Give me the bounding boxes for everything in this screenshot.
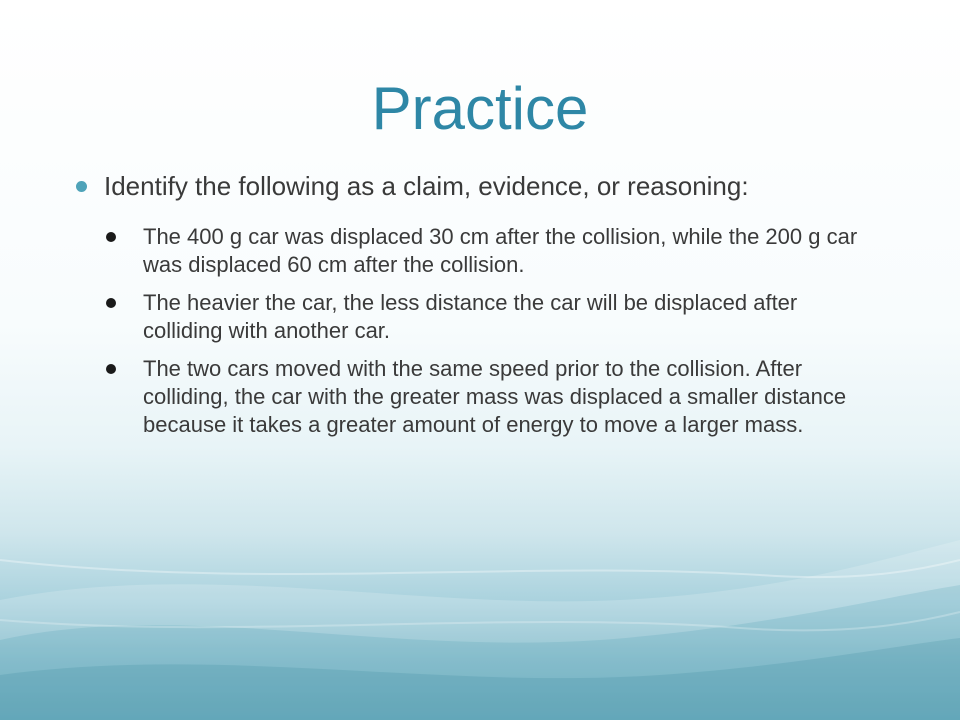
sub-bullet-dot-icon: [106, 298, 116, 308]
bullet-text: Identify the following as a claim, evidence, or reasoning:: [104, 171, 749, 201]
sub-bullet-text: The 400 g car was displaced 30 cm after the collision, while the 200 g car was displaced 60 cm after the collision.: [143, 224, 858, 277]
sub-bullet-reasoning: [106, 355, 873, 439]
slide-title: Practice: [371, 75, 589, 142]
sub-bullet-dot-icon: [106, 232, 116, 242]
sub-bullet-text: The two cars moved with the same speed prior to the collision. After colliding, the car with the greater mass was displaced a smaller distance because it takes a greater amount of energy to move a larger mass.: [143, 356, 847, 437]
sub-bullet-evidence: [106, 223, 873, 279]
sub-bullet-text: The heavier the car, the less distance the car will be displaced after colliding with another car.: [143, 290, 798, 343]
bullet-dot-icon: [76, 181, 87, 192]
sub-bullet-dot-icon: [106, 364, 116, 374]
slide-content: [76, 170, 876, 449]
sub-bullet-claim: [106, 289, 873, 345]
bullet-item: [76, 170, 876, 203]
